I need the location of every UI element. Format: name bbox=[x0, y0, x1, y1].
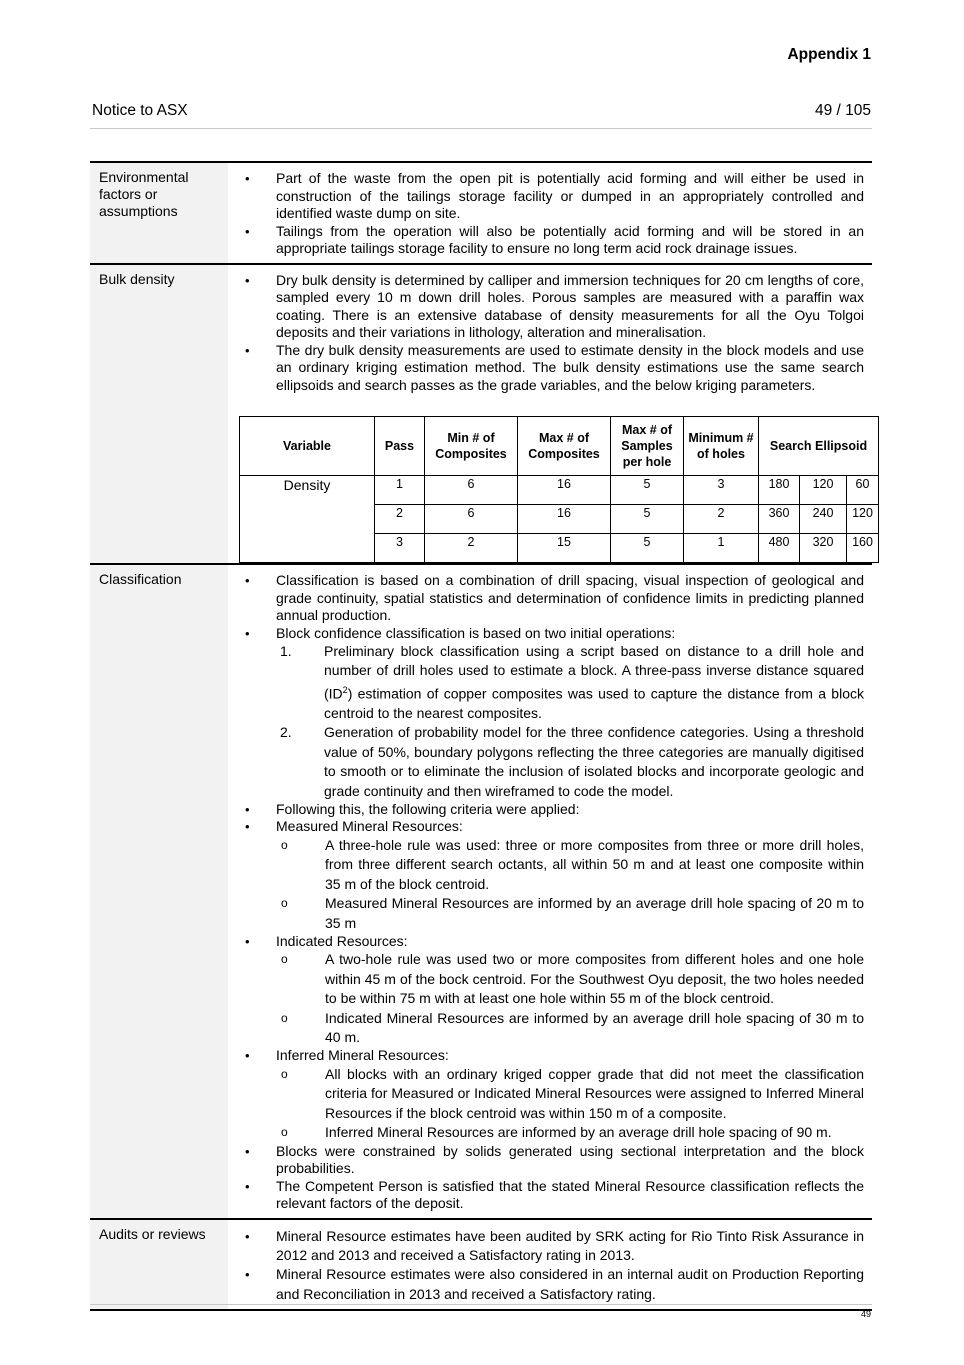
cell-ellipsoid-2: 240 bbox=[800, 505, 847, 534]
sub-item: o Indicated Mineral Resources are informed by an average drill hole spacing of 30 m to 40 m. bbox=[276, 1009, 864, 1048]
row-label-classification: Classification bbox=[90, 564, 228, 1219]
sub-item: o A two-hole rule was used two or more composites from different holes and one hole within 45 m of the bock centroid. For the Southwest Oyu deposit, the two holes needed to be within 75 m with at least one hole within 55 m of the block centroid. bbox=[276, 950, 864, 1008]
cell-ellipsoid-2: 320 bbox=[800, 534, 847, 563]
footer-divider bbox=[90, 1304, 872, 1305]
row-content-classification bbox=[228, 564, 872, 1219]
row-label-environmental: Environmental factors or assumptions bbox=[90, 162, 228, 264]
sub-item: o Measured Mineral Resources are informed by an average drill hole spacing of 20 m to 35 m bbox=[276, 894, 864, 933]
bullet-item: • Dry bulk density is determined by calliper and immersion techniques for 20 cm lengths of core, sampled every 10 m down drill holes. Porous samples are measured with a paraffin wax coating. There is an extensive database of density measurements for all the Oyu Tolgoi deposits and their variations in lithology, alteration and mineralisation. bbox=[240, 272, 864, 342]
row-label-audits: Audits or reviews bbox=[90, 1219, 228, 1311]
cell-pass: 1 bbox=[375, 476, 425, 505]
table-row bbox=[240, 476, 879, 505]
table-header-row bbox=[240, 417, 879, 476]
cell-min-composites: 2 bbox=[425, 534, 518, 563]
col-header-min-holes: Minimum # of holes bbox=[684, 417, 759, 476]
cell-max-composites: 16 bbox=[518, 476, 611, 505]
bullet-text: Measured Mineral Resources: bbox=[276, 818, 463, 835]
row-label-bulk-density: Bulk density bbox=[90, 264, 228, 565]
cell-ellipsoid-1: 180 bbox=[759, 476, 800, 505]
col-header-pass: Pass bbox=[375, 417, 425, 476]
col-header-variable: Variable bbox=[240, 417, 375, 476]
bullet-item: • Mineral Resource estimates were also considered in an internal audit on Production Reporting and Reconciliation in 2013 and received a Satisfactory rating. bbox=[240, 1265, 864, 1304]
cell-ellipsoid-3: 160 bbox=[847, 534, 879, 563]
appendix-label: Appendix 1 bbox=[787, 46, 871, 63]
bullet-item: • The Competent Person is satisfied that the stated Mineral Resource classification reflects the relevant factors of the deposit. bbox=[240, 1178, 864, 1213]
row-content-audits bbox=[228, 1219, 872, 1311]
cell-min-holes: 3 bbox=[684, 476, 759, 505]
numbered-list bbox=[276, 642, 864, 801]
bullet-text: Inferred Mineral Resources: bbox=[276, 1047, 449, 1064]
page-number: 49 bbox=[860, 1309, 871, 1319]
row-bulk-density bbox=[90, 264, 872, 565]
sub-item: o A three-hole rule was used: three or more composites from three or more drill holes, from three different search octants, all within 50 m and at least one composite within 35 m of the block centroid. bbox=[276, 836, 864, 894]
item-text: ) estimation of copper composites was used to capture the distance from a block centroid to the nearest composites. bbox=[324, 685, 864, 721]
col-header-search-ellipsoid: Search Ellipsoid bbox=[759, 417, 879, 476]
sub-list bbox=[276, 950, 864, 1047]
cell-ellipsoid-1: 480 bbox=[759, 534, 800, 563]
bullet-item bbox=[240, 625, 864, 801]
cell-min-holes: 1 bbox=[684, 534, 759, 563]
kriging-parameters-table bbox=[239, 416, 879, 563]
row-audits bbox=[90, 1219, 872, 1311]
col-header-max-samples: Max # of Samples per hole bbox=[611, 417, 684, 476]
cell-max-samples: 5 bbox=[611, 534, 684, 563]
numbered-item bbox=[276, 642, 864, 723]
cell-max-composites: 16 bbox=[518, 505, 611, 534]
bullet-item bbox=[240, 818, 864, 933]
item-text: Generation of probability model for the three confidence categories. Using a threshold value of 50%, boundary polygons reflecting the three categories are manually digitised to smooth or to eliminate the inclusion of isolated blocks and incorporate geologic and grade continuity and then wireframed to code the model. bbox=[324, 724, 864, 799]
bullet-text: Block confidence classification is based on two initial operations: bbox=[276, 624, 676, 641]
row-content-environmental bbox=[228, 162, 872, 264]
row-classification bbox=[90, 564, 872, 1219]
bullet-item bbox=[240, 1047, 864, 1142]
bullet-text: Indicated Resources: bbox=[276, 932, 408, 949]
cell-min-composites: 6 bbox=[425, 505, 518, 534]
criteria-table bbox=[90, 161, 872, 1311]
item-number: 1. bbox=[280, 643, 292, 659]
bullet-item: • Classification is based on a combination of drill spacing, visual inspection of geological and grade continuity, spatial statistics and determination of confidence limits in predicting planned annual production. bbox=[240, 572, 864, 625]
cell-min-holes: 2 bbox=[684, 505, 759, 534]
header-divider bbox=[90, 128, 872, 129]
cell-max-samples: 5 bbox=[611, 476, 684, 505]
superscript: 2 bbox=[342, 684, 348, 695]
item-text: Preliminary block classification using a script based on distance to a drill hole and number of drill holes used to estimate a block. A three-pass inverse distance squared (ID bbox=[324, 643, 864, 702]
item-number: 2. bbox=[280, 724, 292, 741]
row-content-bulk-density bbox=[228, 264, 872, 565]
document-title: Notice to ASX bbox=[92, 102, 188, 119]
bullet-item: • Following this, the following criteria were applied: bbox=[240, 801, 864, 819]
variable-cell: Density bbox=[240, 476, 375, 563]
col-header-max-composites: Max # of Composites bbox=[518, 417, 611, 476]
row-environmental bbox=[90, 162, 872, 264]
cell-max-samples: 5 bbox=[611, 505, 684, 534]
sub-list bbox=[276, 1065, 864, 1143]
cell-pass: 3 bbox=[375, 534, 425, 563]
cell-ellipsoid-3: 120 bbox=[847, 505, 879, 534]
bullet-item: • Mineral Resource estimates have been audited by SRK acting for Rio Tinto Risk Assurance in 2012 and 2013 and received a Satisfactory rating in 2013. bbox=[240, 1227, 864, 1266]
numbered-item bbox=[276, 723, 864, 801]
sub-item: o All blocks with an ordinary kriged copper grade that did not meet the classification criteria for Measured or Indicated Mineral Resources were assigned to Inferred Mineral Resources if the block centroid was within 150 m of a composite. bbox=[276, 1065, 864, 1123]
cell-pass: 2 bbox=[375, 505, 425, 534]
cell-max-composites: 15 bbox=[518, 534, 611, 563]
sub-list bbox=[276, 836, 864, 933]
bullet-item: • Part of the waste from the open pit is potentially acid forming and will either be used in construction of the tailings storage facility or dumped in an appropriately controlled and identified waste dump on site. bbox=[240, 170, 864, 223]
page-counter: 49 / 105 bbox=[814, 102, 871, 119]
cell-min-composites: 6 bbox=[425, 476, 518, 505]
sub-item: o Inferred Mineral Resources are informed by an average drill hole spacing of 90 m. bbox=[276, 1123, 864, 1142]
cell-ellipsoid-1: 360 bbox=[759, 505, 800, 534]
bullet-item: • Tailings from the operation will also be potentially acid forming and will be stored in an appropriate tailings storage facility to ensure no long term acid rock drainage issues. bbox=[240, 223, 864, 258]
cell-ellipsoid-3: 60 bbox=[847, 476, 879, 505]
bullet-item bbox=[240, 933, 864, 1048]
col-header-min-composites: Min # of Composites bbox=[425, 417, 518, 476]
bullet-item: • Blocks were constrained by solids generated using sectional interpretation and the block probabilities. bbox=[240, 1143, 864, 1178]
cell-ellipsoid-2: 120 bbox=[800, 476, 847, 505]
bullet-item: • The dry bulk density measurements are used to estimate density in the block models and use an ordinary kriging estimation method. The bulk density estimations use the same search ellipsoids and search passes as the grade variables, and the below kriging parameters. bbox=[240, 342, 864, 395]
